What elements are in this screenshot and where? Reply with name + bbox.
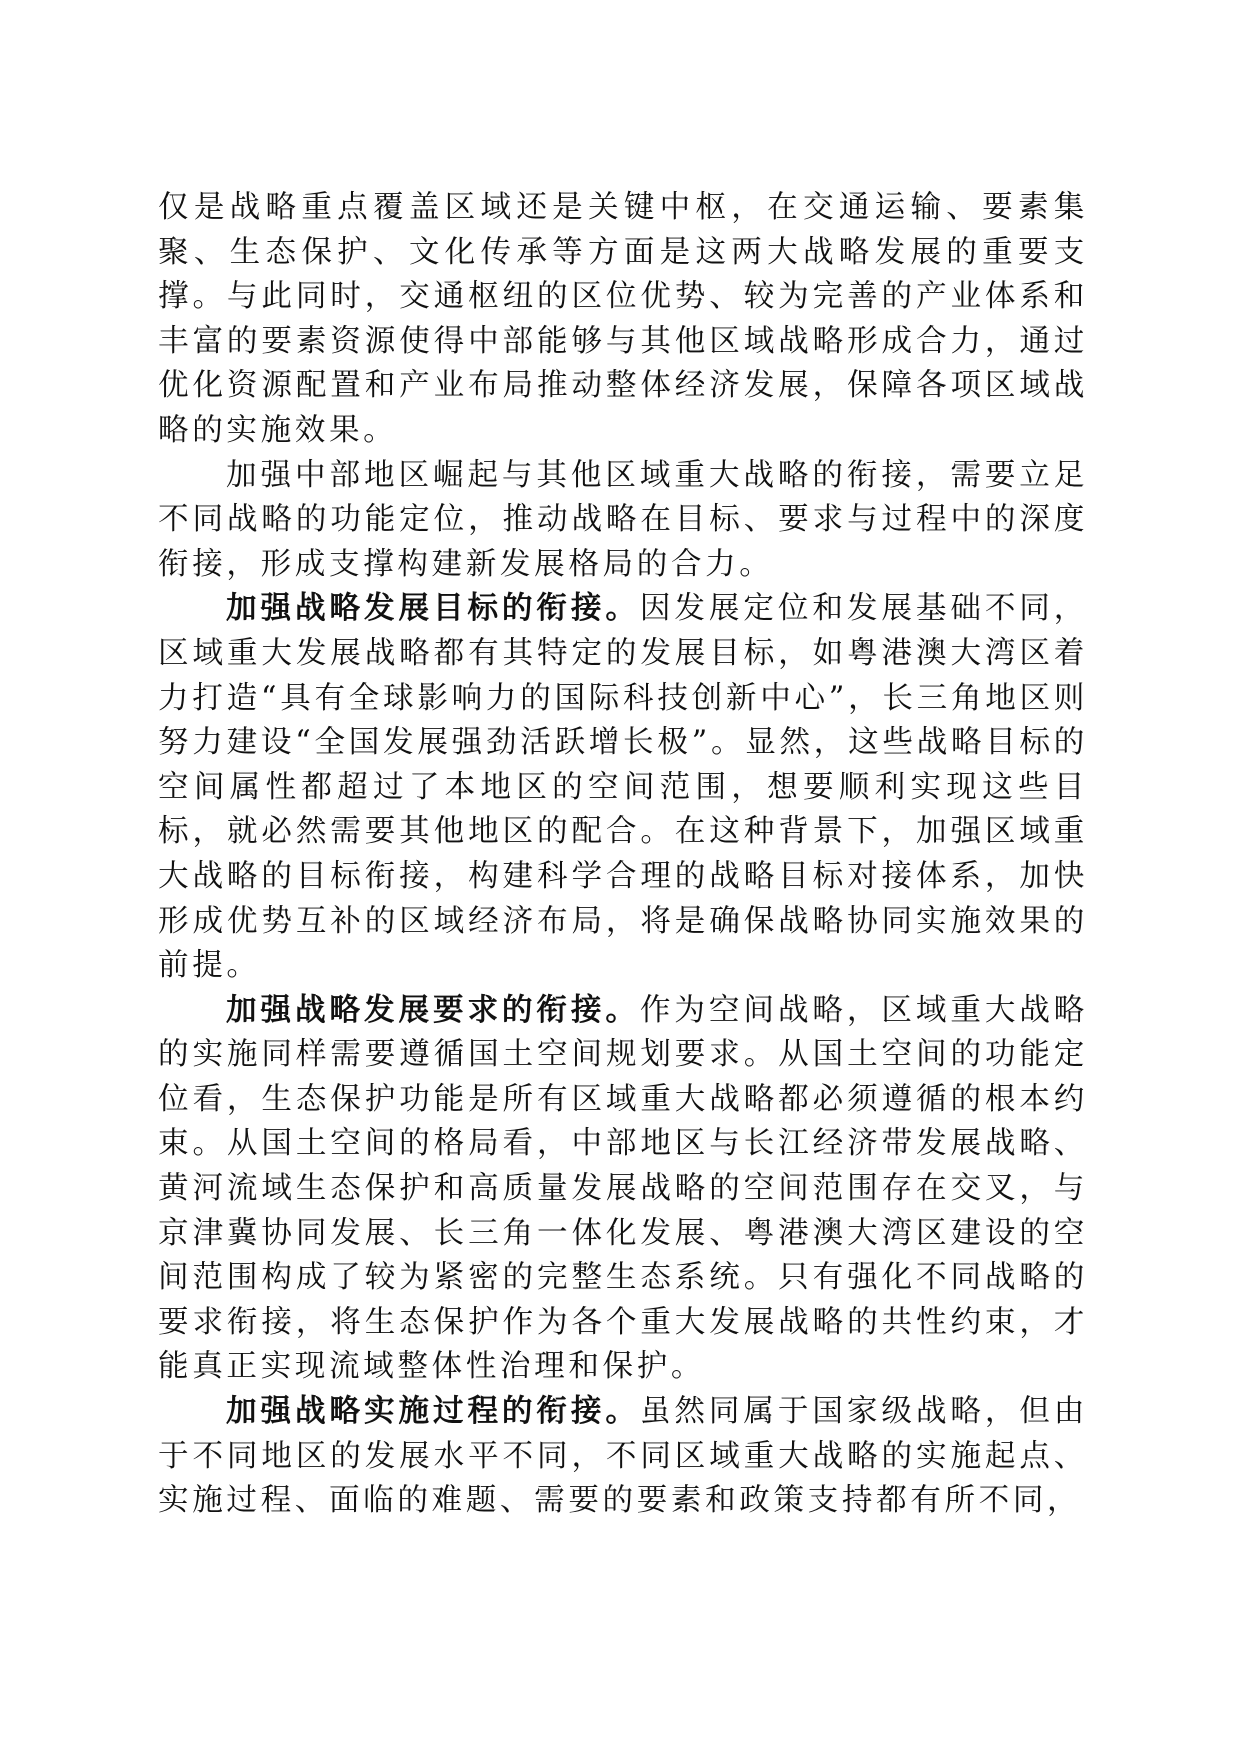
paragraph-4 [158, 989, 1088, 1390]
paragraph-4-text: 作为空间战略，区域重大战略的实施同样需要遵循国土空间规划要求。从国土空间的功能定位看，生态保护功能是所有区域重大战略都必须遵循的根本约束。从国土空间的格局看，中部地区与长江经济带发展战略、黄河流域生态保护和高质量发展战略的空间范围存在交叉，与京津冀协同发展、长三角一体化发展、粤港澳大湾区建设的空间范围构成了较为紧密的完整生态系统。只有强化不同战略的要求衔接，将生态保护作为各个重大发展战略的共性约束，才能真正实现流域整体性治理和保护。 [158, 992, 1088, 1385]
paragraph-3-text: 因发展定位和发展基础不同，区域重大发展战略都有其特定的发展目标，如粤港澳大湾区着力打造“具有全球影响力的国际科技创新中心”，长三角地区则努力建设“全国发展强劲活跃增长极”。显然，这些战略目标的空间属性都超过了本地区的空间范围，想要顺利实现这些目标，就必然需要其他地区的配合。在这种背景下，加强区域重大战略的目标衔接，构建科学合理的战略目标对接体系，加快形成优势互补的区域经济布局，将是确保战略协同实施效果的前提。 [158, 591, 1088, 984]
paragraph-5-heading: 加强战略实施过程的衔接。 [226, 1394, 640, 1430]
document-page [158, 186, 1088, 1524]
paragraph-3-heading: 加强战略发展目标的衔接。 [226, 591, 640, 627]
paragraph-5-text: 虽然同属于国家级战略，但由于不同地区的发展水平不同，不同区域重大战略的实施起点、实施过程、面临的难题、需要的要素和政策支持都有所不同， [158, 1394, 1088, 1519]
paragraph-5 [158, 1390, 1088, 1524]
paragraph-1-text: 仅是战略重点覆盖区域还是关键中枢，在交通运输、要素集聚、生态保护、文化传承等方面是这两大战略发展的重要支撑。与此同时，交通枢纽的区位优势、较为完善的产业体系和丰富的要素资源使得中部能够与其他区域战略形成合力，通过优化资源配置和产业布局推动整体经济发展，保障各项区域战略的实施效果。 [158, 190, 1088, 448]
paragraph-1 [158, 186, 1088, 454]
paragraph-2 [158, 454, 1088, 588]
paragraph-2-text: 加强中部地区崛起与其他区域重大战略的衔接，需要立足不同战略的功能定位，推动战略在目标、要求与过程中的深度衔接，形成支撑构建新发展格局的合力。 [158, 457, 1088, 582]
paragraph-3 [158, 587, 1088, 988]
paragraph-4-heading: 加强战略发展要求的衔接。 [226, 992, 640, 1028]
